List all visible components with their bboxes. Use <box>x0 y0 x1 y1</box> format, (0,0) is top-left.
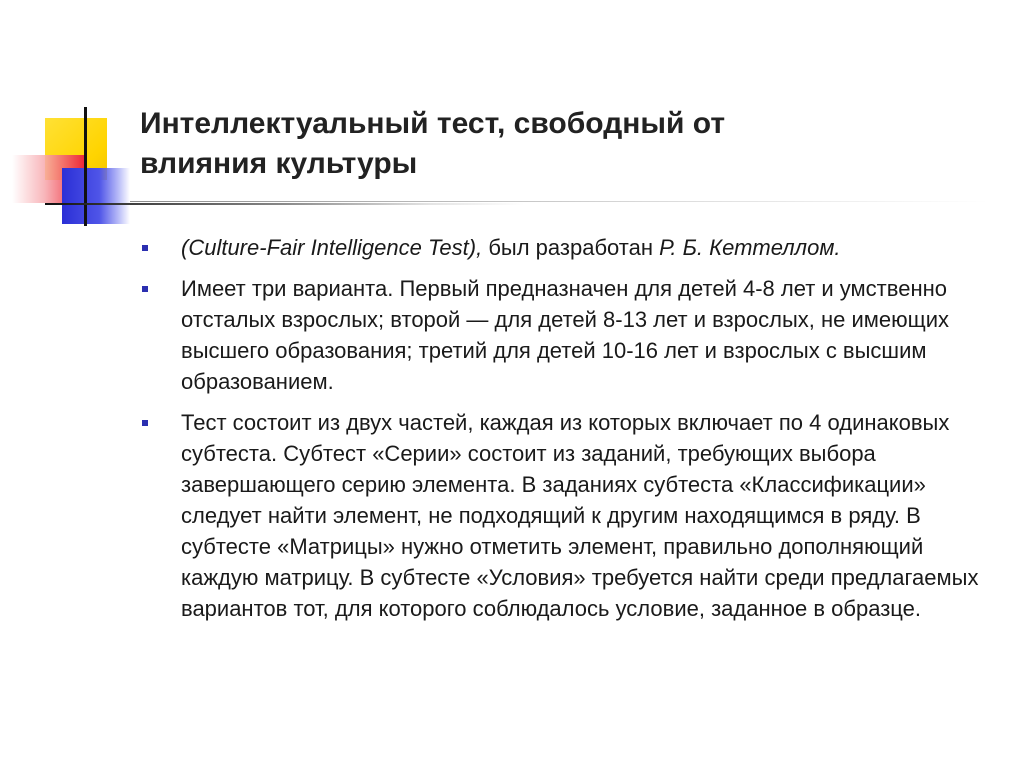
bullet-square-icon <box>142 245 148 251</box>
bullet-1-author: Р. Б. Кеттеллом. <box>659 235 841 260</box>
bullet-square-icon <box>142 420 148 426</box>
vertical-rule-decoration <box>84 107 87 226</box>
bullet-1-text: был разработан <box>482 235 660 260</box>
bullet-item-3 <box>140 407 990 624</box>
slide-content <box>140 232 990 634</box>
bullet-list <box>140 232 990 624</box>
title-underline <box>130 201 990 202</box>
bullet-item-1 <box>140 232 990 263</box>
bullet-square-icon <box>142 286 148 292</box>
bullet-1-test-name: (Culture-Fair Intelligence Test), <box>181 235 483 260</box>
slide-title-line-2: влияния культуры <box>140 147 418 180</box>
blue-square-decoration <box>62 168 130 224</box>
bullet-item-2 <box>140 273 990 397</box>
horizontal-rule-decoration <box>45 203 525 205</box>
bullet-2-text: Имеет три варианта. Первый предназначен для детей 4-8 лет и умственно отсталых взрослых; второй — для детей 8-13 лет и взрослых, не имеющих высшего образования; третий для детей 10-16 лет и взрослых с высшим образованием. <box>181 276 950 394</box>
bullet-3-text: Тест состоит из двух частей, каждая из которых включает по 4 одинаковых субтеста. Субтест «Серии» состоит из заданий, требующих выбора завершающего серию элемента. В заданиях субтеста «Классификации» следует найти элемент, не подходящий к другим находящимся в ряду. В субтесте «Матрицы» нужно отметить элемент, правильно дополняющий каждую матрицу. В субтесте «Условия» требуется найти среди предлагаемых вариантов тот, для которого соблюдалось условие, заданное в образце. <box>181 410 979 621</box>
slide-title-line-1: Интеллектуальный тест, свободный от <box>140 107 726 140</box>
slide-title <box>140 104 900 184</box>
